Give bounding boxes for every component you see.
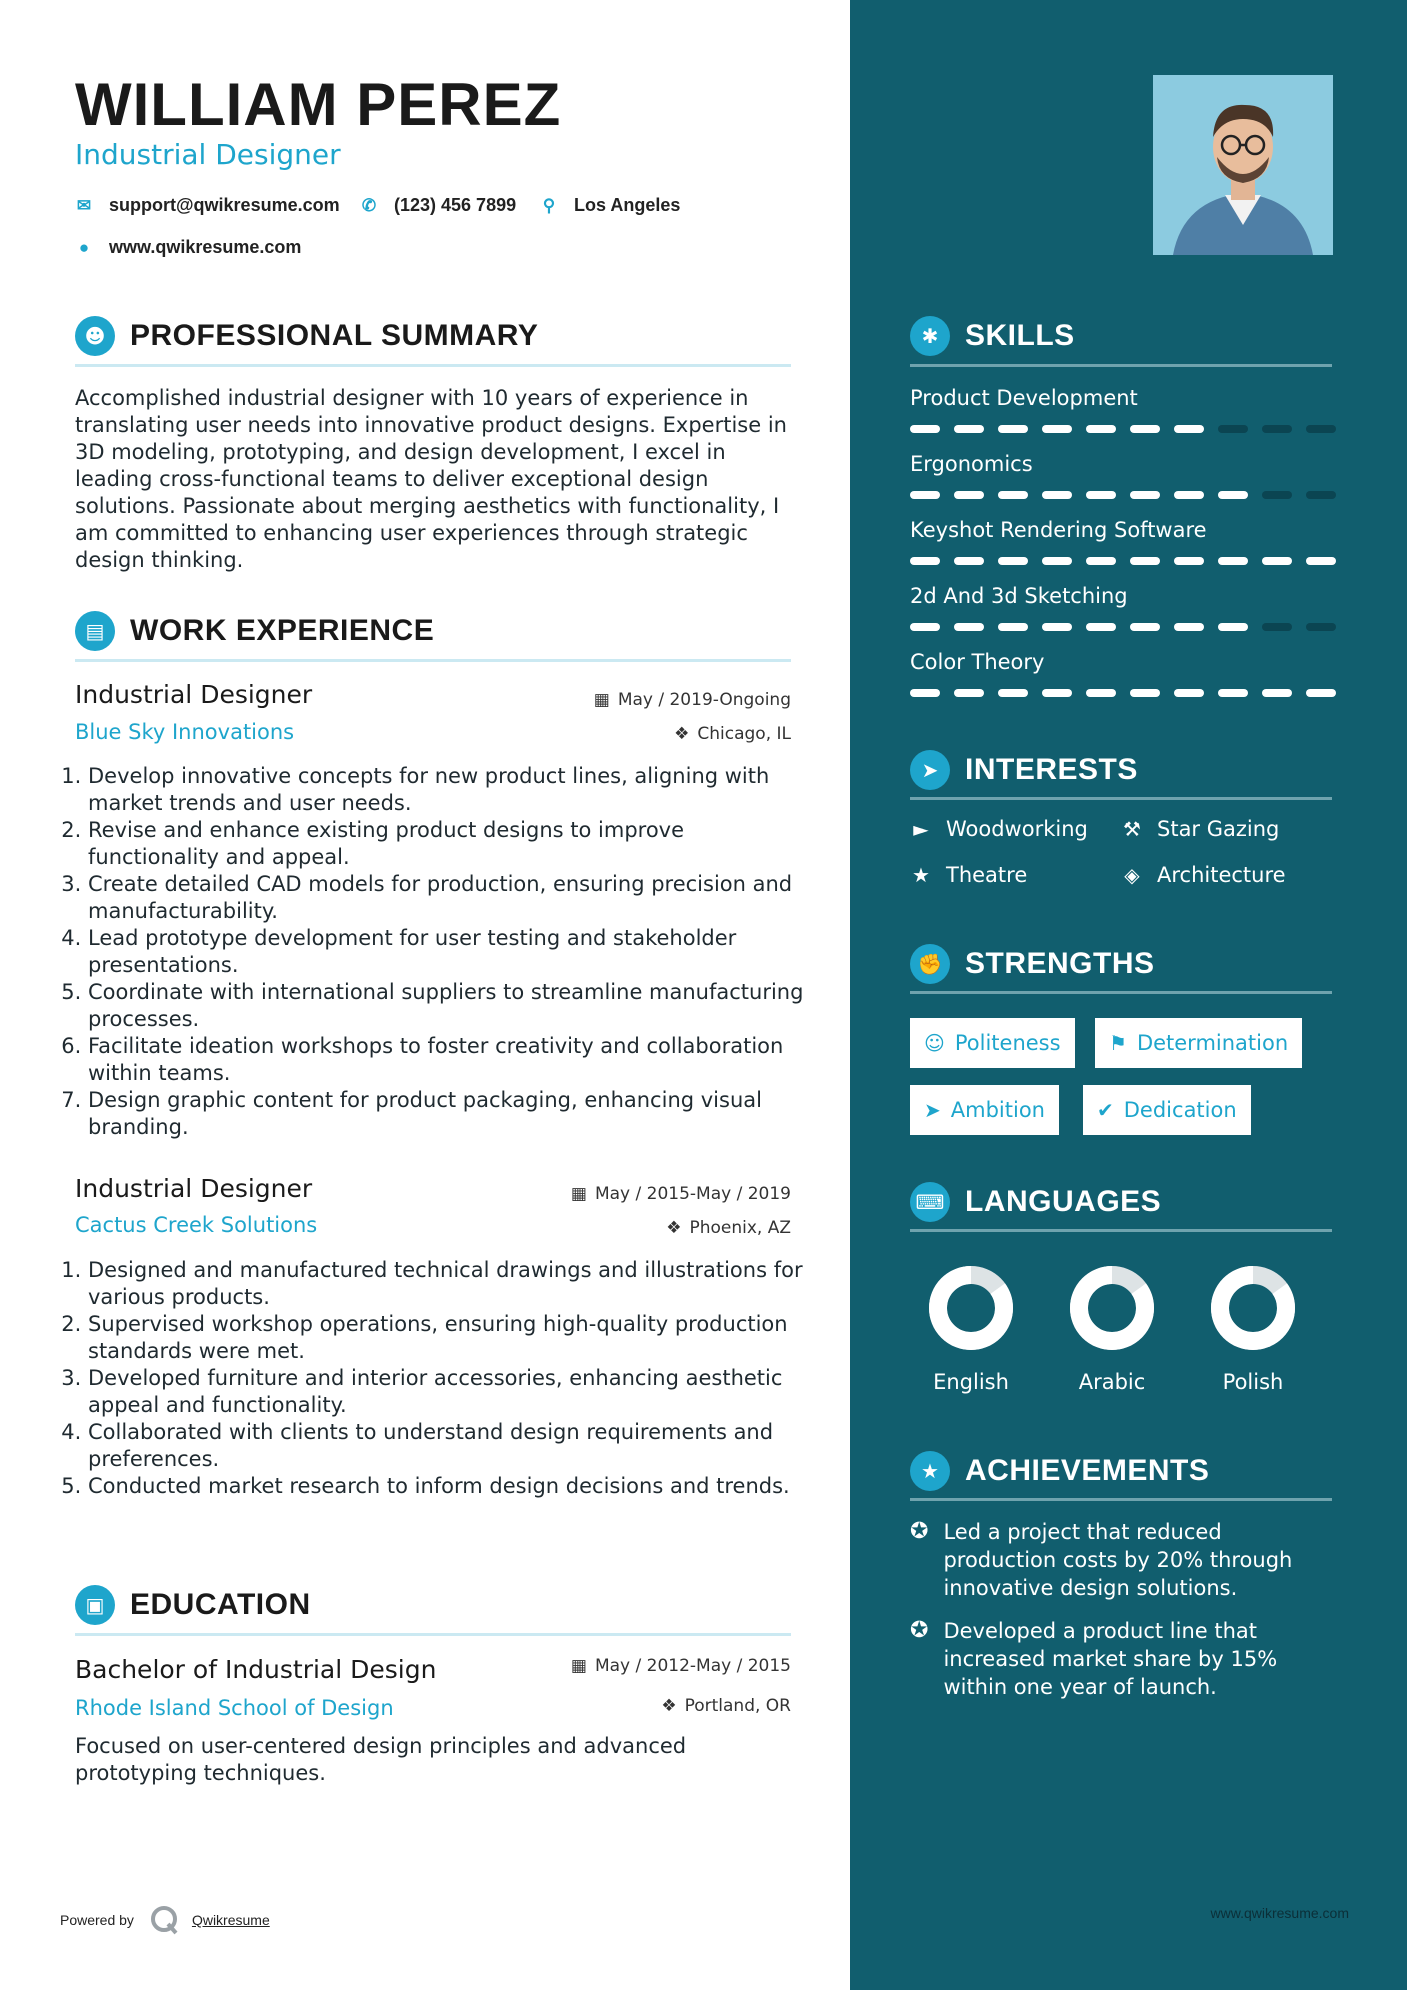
achievements-divider bbox=[910, 1498, 1332, 1501]
education-divider bbox=[75, 1633, 791, 1636]
experience-heading bbox=[75, 611, 434, 651]
skill-dash bbox=[998, 623, 1028, 631]
job-location: ❖ Chicago, IL bbox=[674, 724, 791, 744]
check-circle-icon: ✔ bbox=[1097, 1098, 1114, 1122]
achievement-item: ✪ Led a project that reduced production costs by 20% through innovative design solutions. bbox=[910, 1519, 1293, 1600]
gavel-icon: ⚒ bbox=[1123, 817, 1141, 841]
skill-dash bbox=[1130, 425, 1160, 433]
skill-dash bbox=[1262, 623, 1292, 631]
language-label: English bbox=[933, 1370, 1009, 1394]
skill-dash bbox=[998, 689, 1028, 697]
chair-icon: ▤ bbox=[75, 611, 115, 651]
skill-dash bbox=[954, 689, 984, 697]
interests-divider bbox=[910, 797, 1332, 800]
duty-item: 3. Developed furniture and interior accessories, enhancing aesthetic appeal and functionality. bbox=[88, 1365, 813, 1419]
skill-meter bbox=[910, 557, 1336, 565]
strengths-divider bbox=[910, 991, 1332, 994]
language-label: Polish bbox=[1222, 1370, 1284, 1394]
skill-dash bbox=[910, 689, 940, 697]
pushpin-icon: ❖ bbox=[661, 1696, 677, 1716]
brand-link[interactable]: Qwikresume bbox=[191, 1912, 270, 1928]
skill-dash bbox=[1086, 557, 1116, 565]
language-ring bbox=[1069, 1265, 1155, 1351]
skill-dash bbox=[1130, 689, 1160, 697]
skill-dash bbox=[1218, 491, 1248, 499]
skill-dash bbox=[910, 623, 940, 631]
job-title: Industrial Designer bbox=[75, 1174, 313, 1203]
education-title: EDUCATION bbox=[130, 1588, 311, 1621]
website-text: www.qwikresume.com bbox=[109, 237, 302, 257]
job-title: Industrial Designer bbox=[75, 680, 313, 709]
skills-divider bbox=[910, 364, 1332, 367]
skill-dash bbox=[1174, 623, 1204, 631]
skill-meter bbox=[910, 491, 1336, 499]
job-dates: ▦ May / 2015-May / 2019 bbox=[570, 1184, 791, 1204]
fist-icon: ✊ bbox=[910, 944, 950, 984]
skill-name: Product Development bbox=[910, 386, 1138, 410]
duty-item: 2. Revise and enhance existing product designs to improve functionality and appeal. bbox=[88, 817, 813, 871]
skill-dash bbox=[1218, 689, 1248, 697]
smile-icon: ☺ bbox=[924, 1031, 945, 1055]
degree-title: Bachelor of Industrial Design bbox=[75, 1655, 437, 1684]
experience-title: WORK EXPERIENCE bbox=[130, 614, 435, 647]
skill-dash bbox=[1130, 557, 1160, 565]
pushpin-icon: ❖ bbox=[674, 724, 690, 744]
languages-title: LANGUAGES bbox=[965, 1185, 1162, 1218]
duty-item: 5. Coordinate with international suppliers to streamline manufacturing processes. bbox=[88, 979, 813, 1033]
skill-dash bbox=[1042, 491, 1072, 499]
email-contact[interactable] bbox=[75, 195, 340, 216]
skill-dash bbox=[1086, 689, 1116, 697]
duty-item: 2. Supervised workshop operations, ensuring high-quality production standards were met. bbox=[88, 1311, 813, 1365]
lightbulb-icon: ✱ bbox=[910, 316, 950, 356]
strengths-title: STRENGTHS bbox=[965, 947, 1155, 980]
education-location: ❖ Portland, OR bbox=[661, 1696, 791, 1716]
skill-dash bbox=[1042, 557, 1072, 565]
envelope-icon: ✉ bbox=[76, 195, 92, 215]
skill-dash bbox=[998, 425, 1028, 433]
job-duties bbox=[70, 763, 813, 1141]
user-icon: ☻ bbox=[75, 316, 115, 356]
powered-by bbox=[60, 1903, 270, 1937]
languages-heading bbox=[910, 1182, 1161, 1222]
interest-star-gazing: ⚒ Star Gazing bbox=[1121, 817, 1279, 841]
interest-theatre: ★ Theatre bbox=[910, 863, 1027, 887]
skill-dash bbox=[1130, 491, 1160, 499]
skill-dash bbox=[1086, 491, 1116, 499]
strengths-heading bbox=[910, 944, 1155, 984]
strength-chip: ☺ Politeness bbox=[910, 1018, 1075, 1068]
footer-site[interactable]: www.qwikresume.com bbox=[1210, 1905, 1349, 1921]
skill-meter bbox=[910, 689, 1336, 697]
avatar bbox=[1153, 75, 1333, 255]
summary-text: Accomplished industrial designer with 10 years of experience in translating user needs into innovative product designs. Expertise in 3D modeling, prototyping, and design development, I excel in leading cross-functional teams to deliver exceptional design solutions. Passionate about merging aesthetics with functionality, I am committed to enhancing user experiences through strategic design thinking. bbox=[75, 386, 787, 572]
website-contact[interactable] bbox=[75, 237, 301, 258]
duty-item: 7. Design graphic content for product packaging, enhancing visual branding. bbox=[88, 1087, 813, 1141]
skill-dash bbox=[1262, 491, 1292, 499]
skill-name: Keyshot Rendering Software bbox=[910, 518, 1207, 542]
education-text: Focused on user-centered design principles and advanced prototyping techniques. bbox=[75, 1734, 687, 1785]
job-duties bbox=[70, 1257, 813, 1500]
skill-name: Color Theory bbox=[910, 650, 1045, 674]
profile-photo bbox=[1153, 75, 1333, 255]
paper-plane-icon: ➤ bbox=[910, 750, 950, 790]
qwikresume-logo-icon bbox=[148, 1903, 182, 1937]
skill-dash bbox=[1306, 491, 1336, 499]
phone-text: (123) 456 7899 bbox=[394, 195, 517, 215]
calendar-icon: ▦ bbox=[570, 1656, 587, 1676]
strength-chip: ➤ Ambition bbox=[910, 1085, 1059, 1135]
skill-dash bbox=[998, 491, 1028, 499]
bullhorn-icon: ► bbox=[913, 817, 929, 841]
star-icon: ★ bbox=[912, 863, 930, 887]
job-company: Blue Sky Innovations bbox=[75, 720, 295, 744]
skill-dash bbox=[1086, 623, 1116, 631]
education-dates: ▦ May / 2012-May / 2015 bbox=[570, 1656, 791, 1676]
achievements-heading bbox=[910, 1451, 1209, 1491]
interests-title: INTERESTS bbox=[965, 753, 1138, 786]
skill-dash bbox=[1174, 491, 1204, 499]
school-name: Rhode Island School of Design bbox=[75, 1696, 394, 1720]
flag-icon: ⚑ bbox=[1109, 1031, 1127, 1055]
achievement-item: ✪ Developed a product line that increased market share by 15% within one year of launch. bbox=[910, 1618, 1278, 1699]
skill-dash bbox=[1218, 425, 1248, 433]
skills-title: SKILLS bbox=[965, 319, 1075, 352]
skill-dash bbox=[1262, 425, 1292, 433]
languages-divider bbox=[910, 1229, 1332, 1232]
interests-heading bbox=[910, 750, 1138, 790]
shooting-star-icon: ✪ bbox=[910, 1618, 929, 1643]
duty-item: 6. Facilitate ideation workshops to foster creativity and collaboration within teams. bbox=[88, 1033, 813, 1087]
interest-architecture: ◈ Architecture bbox=[1121, 863, 1286, 887]
skill-dash bbox=[1262, 557, 1292, 565]
skill-dash bbox=[910, 425, 940, 433]
email-text: support@qwikresume.com bbox=[109, 195, 340, 215]
skill-dash bbox=[1262, 689, 1292, 697]
skill-dash bbox=[1086, 425, 1116, 433]
globe-icon: ● bbox=[78, 237, 90, 257]
job-company: Cactus Creek Solutions bbox=[75, 1213, 318, 1237]
map-pin-icon: ⚲ bbox=[542, 195, 556, 215]
skill-dash bbox=[1042, 425, 1072, 433]
skill-name: Ergonomics bbox=[910, 452, 1033, 476]
skill-dash bbox=[954, 491, 984, 499]
skill-name: 2d And 3d Sketching bbox=[910, 584, 1128, 608]
language-ring bbox=[928, 1265, 1014, 1351]
skill-dash bbox=[1306, 557, 1336, 565]
award-star-icon: ★ bbox=[910, 1451, 950, 1491]
skill-dash bbox=[1306, 689, 1336, 697]
phone-icon: ✆ bbox=[361, 195, 377, 215]
job-dates: ▦ May / 2019-Ongoing bbox=[593, 690, 791, 710]
skill-dash bbox=[910, 557, 940, 565]
skill-dash bbox=[1174, 557, 1204, 565]
skill-dash bbox=[1218, 557, 1248, 565]
graduation-icon: ▣ bbox=[75, 1585, 115, 1625]
duty-item: 4. Lead prototype development for user testing and stakeholder presentations. bbox=[88, 925, 813, 979]
pushpin-icon: ❖ bbox=[666, 1218, 682, 1238]
duty-item: 5. Conducted market research to inform design decisions and trends. bbox=[88, 1473, 813, 1500]
language-icon: ⌨ bbox=[910, 1182, 950, 1222]
skill-dash bbox=[1130, 623, 1160, 631]
skill-dash bbox=[1042, 689, 1072, 697]
skill-meter bbox=[910, 623, 1336, 631]
skill-meter bbox=[910, 425, 1336, 433]
duty-item: 1. Develop innovative concepts for new product lines, aligning with market trends and user needs. bbox=[88, 763, 813, 817]
skill-dash bbox=[1306, 623, 1336, 631]
skill-dash bbox=[1174, 425, 1204, 433]
candidate-role: Industrial Designer bbox=[75, 138, 341, 171]
skill-dash bbox=[910, 491, 940, 499]
calendar-icon: ▦ bbox=[570, 1184, 587, 1204]
language-ring bbox=[1210, 1265, 1296, 1351]
rocket-icon: ➤ bbox=[924, 1098, 941, 1122]
achievements-title: ACHIEVEMENTS bbox=[965, 1454, 1210, 1487]
powered-by-label: Powered by bbox=[60, 1912, 134, 1928]
tag-icon: ◈ bbox=[1124, 863, 1140, 887]
strength-chip: ⚑ Determination bbox=[1095, 1018, 1302, 1068]
candidate-name: WILLIAM PEREZ bbox=[75, 71, 562, 138]
skill-dash bbox=[998, 557, 1028, 565]
summary-title: PROFESSIONAL SUMMARY bbox=[130, 319, 539, 352]
summary-heading bbox=[75, 316, 538, 356]
skill-dash bbox=[1306, 425, 1336, 433]
location-contact bbox=[540, 195, 680, 216]
education-heading bbox=[75, 1585, 311, 1625]
language-label: Arabic bbox=[1078, 1370, 1146, 1394]
interest-woodworking: ► Woodworking bbox=[910, 817, 1088, 841]
skill-dash bbox=[1042, 623, 1072, 631]
calendar-icon: ▦ bbox=[593, 690, 610, 710]
skill-dash bbox=[954, 557, 984, 565]
skill-dash bbox=[954, 425, 984, 433]
experience-divider bbox=[75, 659, 791, 662]
phone-contact[interactable] bbox=[360, 195, 516, 216]
skill-dash bbox=[954, 623, 984, 631]
skill-dash bbox=[1218, 623, 1248, 631]
skill-dash bbox=[1174, 689, 1204, 697]
job-location: ❖ Phoenix, AZ bbox=[666, 1218, 791, 1238]
duty-item: 3. Create detailed CAD models for production, ensuring precision and manufacturability. bbox=[88, 871, 813, 925]
shooting-star-icon: ✪ bbox=[910, 1519, 929, 1544]
summary-divider bbox=[75, 364, 791, 367]
skills-heading bbox=[910, 316, 1075, 356]
duty-item: 1. Designed and manufactured technical drawings and illustrations for various products. bbox=[88, 1257, 813, 1311]
strength-chip: ✔ Dedication bbox=[1083, 1085, 1251, 1135]
location-text: Los Angeles bbox=[574, 195, 681, 215]
duty-item: 4. Collaborated with clients to understand design requirements and preferences. bbox=[88, 1419, 813, 1473]
